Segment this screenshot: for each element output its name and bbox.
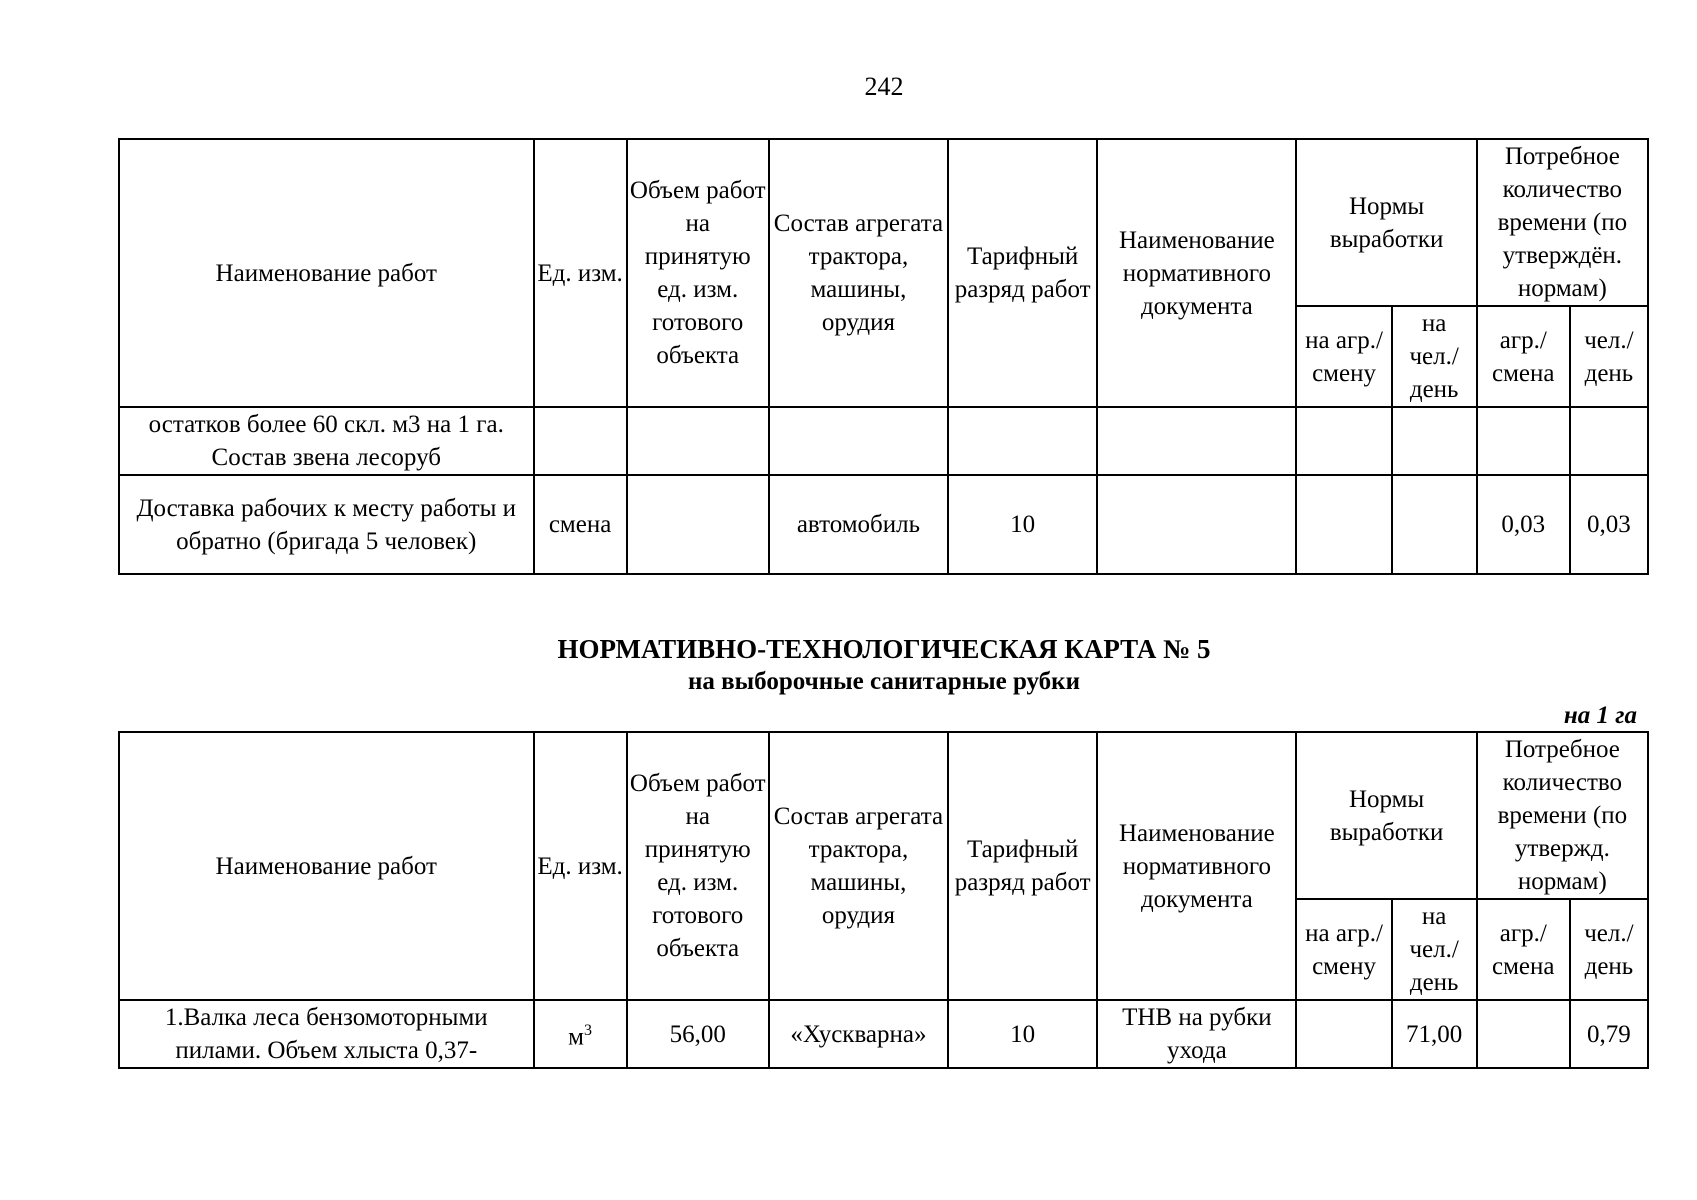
header-grade: Тарифный разряд работ bbox=[948, 139, 1097, 407]
header-time-agr: агр./ смена bbox=[1477, 899, 1570, 1000]
header-work-name: Наименование работ bbox=[119, 139, 534, 407]
cell-grade: 10 bbox=[948, 1000, 1097, 1068]
header-norms: Нормы выработки bbox=[1296, 139, 1476, 306]
cell-norm-agr bbox=[1296, 1000, 1391, 1068]
cell-machine: «Хускварна» bbox=[769, 1000, 948, 1068]
cell-time-agr: 0,03 bbox=[1477, 475, 1570, 574]
header-norms: Нормы выработки bbox=[1296, 732, 1476, 899]
header-time-required: Потребное количество времени (по утверждён. нормам) bbox=[1477, 139, 1648, 306]
norm-table-card-5 bbox=[118, 731, 1649, 1069]
header-volume: Объем работ на принятую ед. изм. готового объекта bbox=[627, 139, 769, 407]
cell-norm-man bbox=[1392, 407, 1477, 475]
cell-norm-man: 71,00 bbox=[1392, 1000, 1477, 1068]
cell-doc bbox=[1097, 407, 1296, 475]
cell-work-name: остатков более 60 скл. м3 на 1 га. Состав звена лесоруб bbox=[119, 407, 534, 475]
table-row bbox=[119, 475, 1648, 574]
header-norm-agr: на агр./ смену bbox=[1296, 306, 1391, 407]
header-norm-man: на чел./ день bbox=[1392, 306, 1477, 407]
header-machine: Состав агрегата трактора, машины, орудия bbox=[769, 732, 948, 1000]
header-norm-agr: на агр./ смену bbox=[1296, 899, 1391, 1000]
cell-time-man bbox=[1570, 407, 1648, 475]
header-time-required: Потребное количество времени (по утвержд. нормам) bbox=[1477, 732, 1648, 899]
header-norm-man: на чел./ день bbox=[1392, 899, 1477, 1000]
unit-superscript: 3 bbox=[584, 1022, 592, 1040]
unit-base: м bbox=[568, 1023, 584, 1051]
cell-machine bbox=[769, 407, 948, 475]
page-number: 242 bbox=[864, 72, 904, 101]
card-title: НОРМАТИВНО-ТЕХНОЛОГИЧЕСКАЯ КАРТА № 5 bbox=[557, 634, 1211, 664]
header-unit: Ед. изм. bbox=[534, 139, 627, 407]
cell-doc: ТНВ на рубки ухода bbox=[1097, 1000, 1296, 1068]
cell-time-agr bbox=[1477, 407, 1570, 475]
cell-norm-agr bbox=[1296, 475, 1391, 574]
cell-norm-man bbox=[1392, 475, 1477, 574]
cell-time-agr bbox=[1477, 1000, 1570, 1068]
cell-machine: автомобиль bbox=[769, 475, 948, 574]
norm-table-continued bbox=[118, 138, 1649, 575]
header-time-man: чел./ день bbox=[1570, 306, 1648, 407]
header-work-name: Наименование работ bbox=[119, 732, 534, 1000]
header-machine: Состав агрегата трактора, машины, орудия bbox=[769, 139, 948, 407]
cell-volume: 56,00 bbox=[627, 1000, 769, 1068]
header-unit: Ед. изм. bbox=[534, 732, 627, 1000]
cell-grade: 10 bbox=[948, 475, 1097, 574]
cell-norm-agr bbox=[1296, 407, 1391, 475]
header-doc-name: Наименование нормативного документа bbox=[1097, 139, 1296, 407]
cell-unit bbox=[534, 407, 627, 475]
cell-volume bbox=[627, 407, 769, 475]
cell-grade bbox=[948, 407, 1097, 475]
header-volume: Объем работ на принятую ед. изм. готового объекта bbox=[627, 732, 769, 1000]
header-time-agr: агр./ смена bbox=[1477, 306, 1570, 407]
cell-work-name: Доставка рабочих к месту работы и обратно (бригада 5 человек) bbox=[119, 475, 534, 574]
cell-doc bbox=[1097, 475, 1296, 574]
cell-unit: смена bbox=[534, 475, 627, 574]
header-time-man: чел./ день bbox=[1570, 899, 1648, 1000]
unit-note: на 1 га bbox=[1563, 702, 1637, 729]
cell-volume bbox=[627, 475, 769, 574]
header-doc-name: Наименование нормативного документа bbox=[1097, 732, 1296, 1000]
cell-unit bbox=[534, 1000, 627, 1068]
table-row bbox=[119, 1000, 1648, 1068]
cell-time-man: 0,03 bbox=[1570, 475, 1648, 574]
cell-work-name: 1.Валка леса бензомоторными пилами. Объем хлыста 0,37- bbox=[119, 1000, 534, 1068]
card-subtitle: на выборочные санитарные рубки bbox=[688, 668, 1080, 695]
cell-time-man: 0,79 bbox=[1570, 1000, 1648, 1068]
header-grade: Тарифный разряд работ bbox=[948, 732, 1097, 1000]
table-row bbox=[119, 407, 1648, 475]
